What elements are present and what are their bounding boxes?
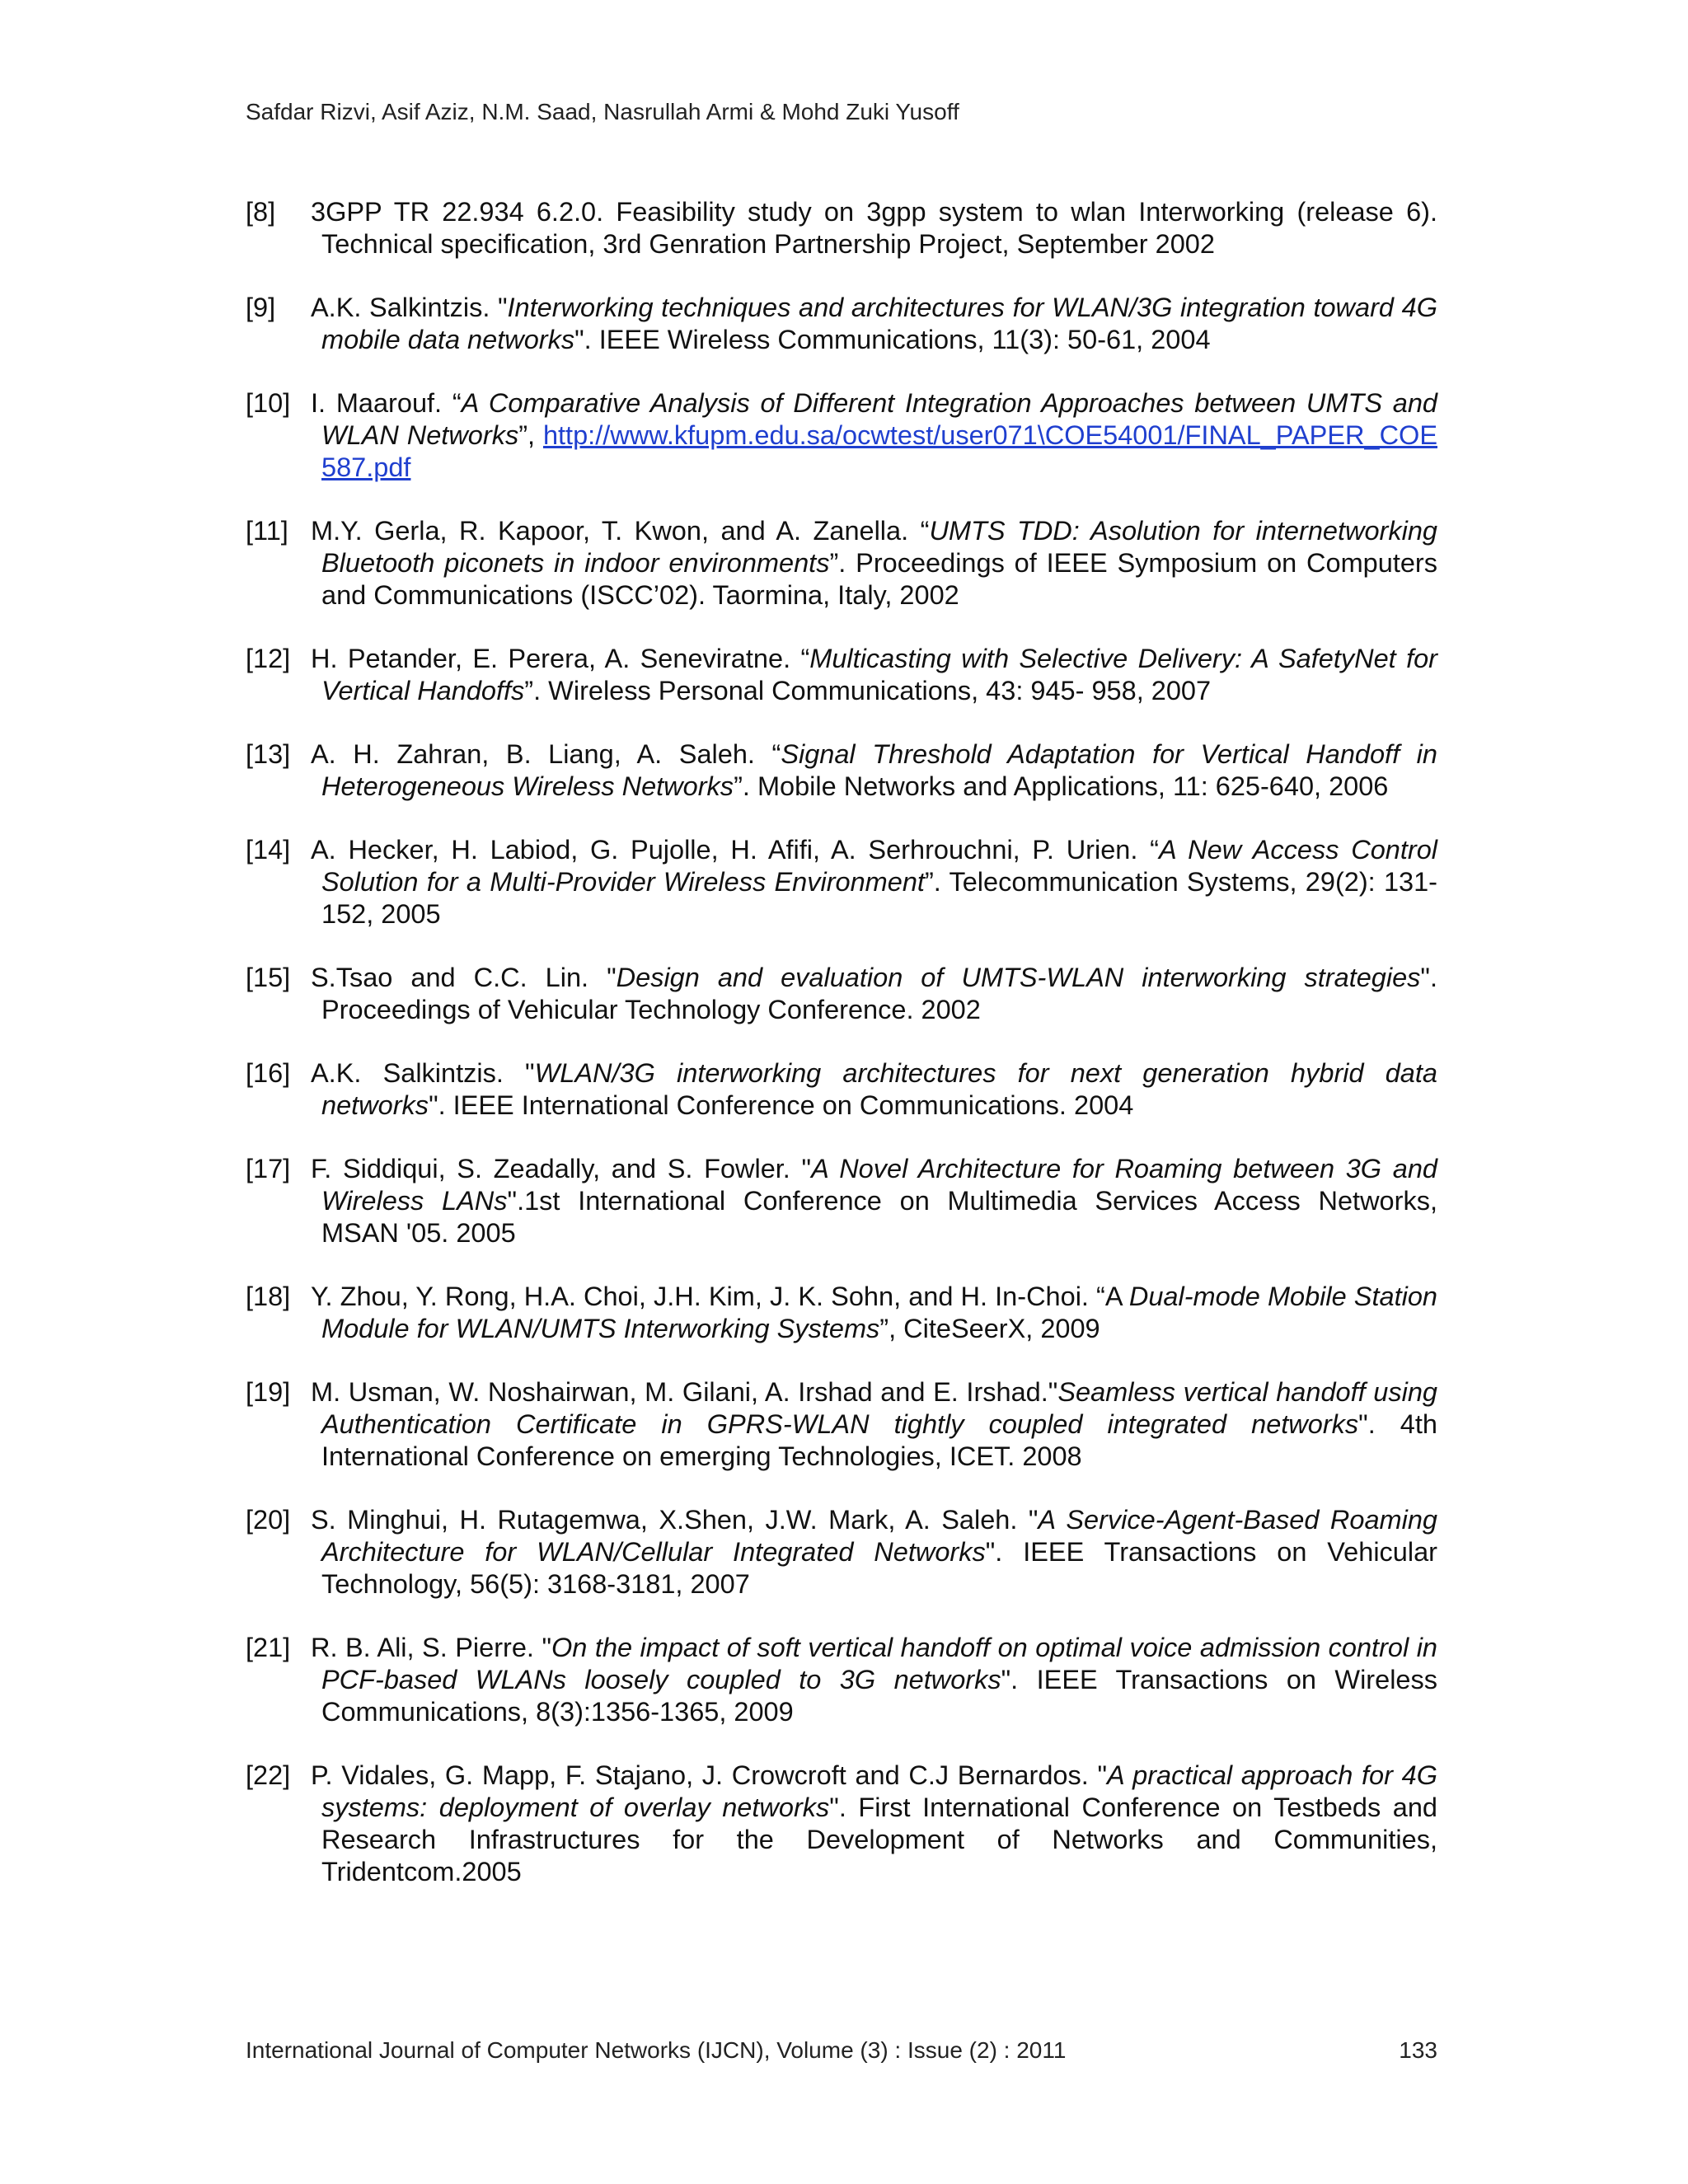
reference-item: [246, 962, 1437, 1026]
reference-authors: A. H. Zahran, B. Liang, A. Saleh.: [311, 739, 755, 769]
reference-quote-close: ".: [507, 1186, 525, 1216]
reference-quote-open: ": [1017, 1505, 1039, 1535]
reference-link[interactable]: http://www.kfupm.edu.sa/ocwtest/user071\COE54001/FINAL_PAPER_COE587.pdf: [321, 420, 1438, 482]
reference-title: Dual-mode Mobile Station Module for WLAN/UMTS Interworking Systems: [321, 1282, 1437, 1343]
reference-authors: F. Siddiqui, S. Zeadally, and S. Fowler.: [311, 1154, 790, 1183]
reference-source: IEEE Wireless Communications, 11(3): 50-61, 2004: [591, 325, 1211, 354]
reference-quote-close: ".: [1358, 1409, 1376, 1439]
reference-title: A practical approach for 4G systems: deployment of overlay networks: [321, 1760, 1437, 1822]
reference-quote-open: ": [533, 1633, 551, 1662]
reference-source: [535, 420, 543, 450]
reference-authors: P. Vidales, G. Mapp, F. Stajano, J. Crowcroft and C.J Bernardos.: [311, 1760, 1089, 1790]
reference-number: [8]: [246, 197, 276, 227]
reference-source: First International Conference on Testbeds and Research Infrastructures for the Development of Networks and Communities, Tridentcom.2005: [321, 1793, 1437, 1886]
reference-title: A Novel Architecture for Roaming between 3G and Wireless LANs: [321, 1154, 1437, 1216]
reference-quote-open: “: [790, 644, 810, 673]
reference-number: [11]: [246, 516, 288, 546]
reference-source: Feasibility study on 3gpp system to wlan Interworking (release 6). Technical specification, 3rd Genration Partnership Project, September 2002: [321, 197, 1437, 259]
reference-item: [246, 387, 1437, 484]
reference-quote-close: ".: [829, 1793, 846, 1822]
reference-number: [18]: [246, 1282, 291, 1311]
reference-item: [246, 643, 1437, 707]
running-header-authors: Safdar Rizvi, Asif Aziz, N.M. Saad, Nasrullah Armi & Mohd Zuki Yusoff: [246, 99, 959, 124]
reference-source: Mobile Networks and Applications, 11: 625-640, 2006: [749, 771, 1389, 801]
reference-quote-close: ".: [429, 1090, 446, 1120]
reference-quote-close: ”.: [829, 548, 846, 578]
reference-quote-close: ”.: [924, 867, 941, 897]
reference-title: A Comparative Analysis of Different Integration Approaches between UMTS and WLAN Networks: [321, 388, 1437, 450]
footer-journal-citation: International Journal of Computer Networks (IJCN), Volume (3) : Issue (2) : 2011: [246, 2037, 1067, 2063]
reference-quote-close: ”.: [734, 771, 750, 801]
reference-title: WLAN/3G interworking architectures for next generation hybrid data networks: [321, 1058, 1437, 1120]
reference-quote-open: ": [1048, 1377, 1058, 1407]
reference-item: [246, 292, 1437, 356]
reference-authors: 3GPP TR 22.934 6.2.0.: [311, 197, 604, 227]
reference-list: [246, 196, 1437, 1919]
reference-source: Telecommunication Systems, 29(2): 131-152, 2005: [321, 867, 1437, 929]
reference-number: [21]: [246, 1633, 291, 1662]
reference-source: Proceedings of IEEE Symposium on Computers and Communications (ISCC’02). Taormina, Italy, 2002: [321, 548, 1437, 610]
reference-quote-open: “: [1137, 835, 1159, 865]
reference-source: 1st International Conference on Multimedia Services Access Networks, MSAN '05. 2005: [321, 1186, 1437, 1248]
reference-number: [15]: [246, 963, 291, 992]
reference-quote-close: ".: [1001, 1665, 1019, 1694]
reference-authors: M. Usman, W. Noshairwan, M. Gilani, A. Irshad and E. Irshad.: [311, 1377, 1048, 1407]
reference-quote-close: ”,: [518, 420, 536, 450]
reference-item: [246, 1632, 1437, 1728]
reference-source: Wireless Personal Communications, 43: 945- 958, 2007: [541, 676, 1212, 705]
reference-item: [246, 1376, 1437, 1473]
reference-number: [19]: [246, 1377, 291, 1407]
reference-item: [246, 196, 1437, 260]
reference-quote-open: “: [908, 516, 930, 546]
reference-source: Proceedings of Vehicular Technology Conference. 2002: [321, 995, 981, 1024]
reference-authors: S. Minghui, H. Rutagemwa, X.Shen, J.W. Mark, A. Saleh.: [311, 1505, 1018, 1535]
reference-number: [12]: [246, 644, 291, 673]
reference-authors: A. Hecker, H. Labiod, G. Pujolle, H. Afifi, A. Serhrouchni, P. Urien.: [311, 835, 1138, 865]
reference-item: [246, 1760, 1437, 1888]
reference-authors: R. B. Ali, S. Pierre.: [311, 1633, 534, 1662]
reference-authors: A.K. Salkintzis.: [311, 1058, 504, 1088]
reference-title: Seamless vertical handoff using Authentication Certificate in GPRS-WLAN tightly coupled integrated networks: [321, 1377, 1437, 1439]
reference-source: IEEE International Conference on Communications. 2004: [445, 1090, 1134, 1120]
reference-authors: H. Petander, E. Perera, A. Seneviratne.: [311, 644, 791, 673]
reference-quote-close: ".: [1420, 963, 1437, 992]
reference-number: [17]: [246, 1154, 291, 1183]
reference-quote-open: “: [754, 739, 781, 769]
reference-number: [14]: [246, 835, 291, 865]
reference-title: UMTS TDD: Asolution for internetworking Bluetooth piconets in indoor environments: [321, 516, 1437, 578]
reference-item: [246, 834, 1437, 930]
reference-source: 4th International Conference on emerging Technologies, ICET. 2008: [321, 1409, 1437, 1471]
reference-quote-close: ”,: [879, 1314, 897, 1343]
page-number: 133: [1399, 2037, 1437, 2063]
reference-quote-close: ".: [985, 1537, 1003, 1567]
reference-number: [20]: [246, 1505, 291, 1535]
reference-authors: I. Maarouf.: [311, 388, 443, 418]
reference-quote-open: ": [588, 963, 617, 992]
reference-quote-open: “A: [1088, 1282, 1129, 1311]
reference-item: [246, 1153, 1437, 1249]
reference-item: [246, 1281, 1437, 1345]
reference-number: [22]: [246, 1760, 291, 1790]
reference-quote-open: ": [503, 1058, 535, 1088]
reference-title: A Service-Agent-Based Roaming Architecture for WLAN/Cellular Integrated Networks: [321, 1505, 1437, 1567]
reference-authors: M.Y. Gerla, R. Kapoor, T. Kwon, and A. Zanella.: [311, 516, 909, 546]
reference-source: IEEE Transactions on Vehicular Technology, 56(5): 3168-3181, 2007: [321, 1537, 1437, 1599]
reference-quote-open: ": [790, 1154, 812, 1183]
reference-quote-open: “: [442, 388, 462, 418]
reference-title: A New Access Control Solution for a Multi-Provider Wireless Environment: [321, 835, 1437, 897]
reference-item: [246, 1504, 1437, 1601]
reference-quote-close: ”.: [524, 676, 542, 705]
reference-quote-open: ": [1088, 1760, 1107, 1790]
reference-quote-close: ".: [574, 325, 592, 354]
reference-number: [16]: [246, 1058, 291, 1088]
reference-item: [246, 1057, 1437, 1122]
reference-item: [246, 515, 1437, 612]
reference-title: On the impact of soft vertical handoff on optimal voice admission control in PCF-based WLANs loosely coupled to 3G networks: [321, 1633, 1437, 1694]
reference-authors: A.K. Salkintzis.: [311, 293, 490, 322]
reference-item: [246, 738, 1437, 803]
reference-quote-open: ": [490, 293, 508, 322]
reference-number: [13]: [246, 739, 291, 769]
reference-title: Signal Threshold Adaptation for Vertical Handoff in Heterogeneous Wireless Networks: [321, 739, 1437, 801]
reference-source: IEEE Transactions on Wireless Communications, 8(3):1356-1365, 2009: [321, 1665, 1437, 1727]
reference-number: [10]: [246, 388, 291, 418]
reference-title: Interworking techniques and architectures for WLAN/3G integration toward 4G mobile data networks: [321, 293, 1437, 354]
reference-authors: Y. Zhou, Y. Rong, H.A. Choi, J.H. Kim, J. K. Sohn, and H. In-Choi.: [311, 1282, 1089, 1311]
reference-source: CiteSeerX, 2009: [896, 1314, 1100, 1343]
reference-authors: S.Tsao and C.C. Lin.: [311, 963, 589, 992]
reference-number: [9]: [246, 293, 276, 322]
reference-title: Design and evaluation of UMTS-WLAN interworking strategies: [616, 963, 1421, 992]
reference-title: Multicasting with Selective Delivery: A SafetyNet for Vertical Handoffs: [321, 644, 1437, 705]
